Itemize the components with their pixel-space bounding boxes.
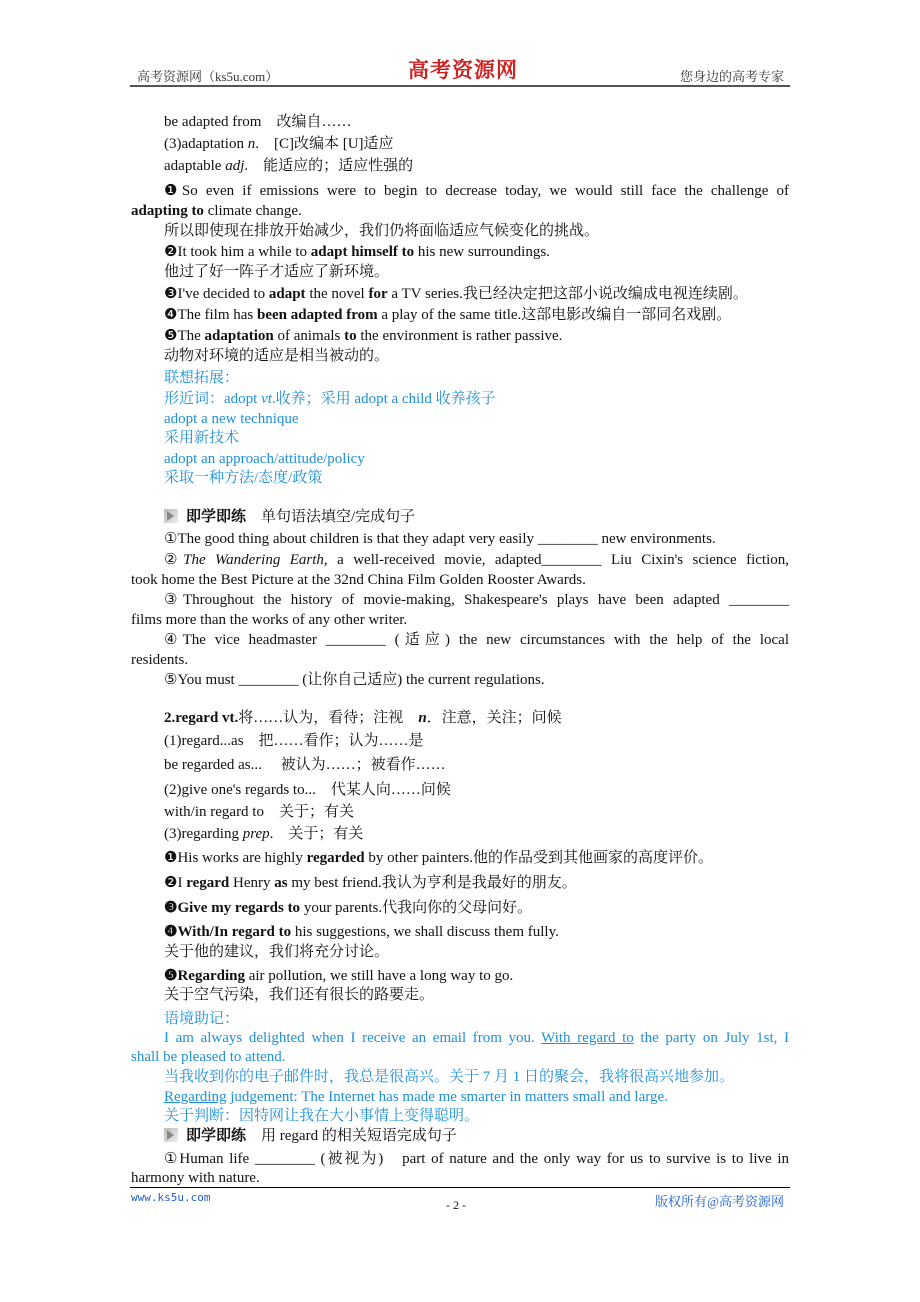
text-segment: 他过了好一阵子才适应了新环境。: [164, 264, 390, 280]
text-line: [131, 966, 789, 986]
text-segment: I am always delighted when I receive an email from you.: [164, 1030, 542, 1046]
text-line: [131, 1047, 789, 1067]
text-segment: 采取一种方法/态度/政策: [164, 470, 323, 486]
text-line: [131, 802, 789, 822]
text-segment: The Wandering Earth,: [183, 552, 328, 568]
text-segment: adopt an approach/attitude/policy: [164, 451, 365, 467]
text-line: [131, 630, 789, 650]
text-segment: my best friend.我认为亨利是我最好的朋友。: [287, 875, 577, 891]
text-line: [131, 873, 789, 893]
text-segment: n: [418, 710, 427, 726]
text-segment: residents.: [131, 652, 189, 668]
text-line: [131, 468, 789, 488]
text-line: [131, 1067, 789, 1087]
text-segment: (2)give one's regards to... 代某人向……问候: [164, 782, 451, 798]
text-segment: 将……认为，看待；注视: [238, 710, 419, 726]
text-line: [131, 529, 789, 549]
text-line: [131, 1106, 789, 1126]
text-segment: ②: [164, 552, 184, 568]
header-site-name: 高考资源网（ks5u.com）: [137, 69, 279, 84]
text-segment: a well-received movie, adapted________ Liu Cixin's science fiction,: [327, 552, 790, 568]
text-segment: his suggestions, we shall discuss them fully.: [291, 924, 559, 940]
text-segment: a TV series.我已经决定把这部小说改编成电视连续剧。: [387, 286, 748, 302]
text-line: [131, 824, 789, 844]
text-segment: . 能适应的；适应性强的: [244, 158, 414, 174]
text-line: [131, 284, 789, 304]
text-segment: adopt a new technique: [164, 411, 299, 427]
site-logo: 高考资源网: [408, 57, 518, 82]
text-line: [131, 590, 789, 610]
text-line: [131, 409, 789, 429]
text-line: [131, 368, 789, 388]
text-line: [131, 346, 789, 366]
header-slogan: 您身边的高考专家: [679, 69, 784, 84]
text-segment: adapt himself to: [310, 244, 415, 260]
text-segment: . [C]改编本 [U]适应: [255, 136, 394, 152]
text-segment: 语境助记：: [164, 1011, 240, 1027]
text-segment: your parents.代我向你的父母问好。: [300, 900, 533, 916]
text-segment: 采用新技术: [164, 430, 240, 446]
text-line: [131, 610, 789, 630]
text-segment: adaptable: [164, 158, 226, 174]
text-segment: ⑤You must ________ (让你自己适应) the current regulations.: [164, 672, 545, 688]
text-segment: been adapted from: [257, 307, 378, 323]
text-segment: adapt: [268, 286, 306, 302]
text-segment: 联想拓展：: [164, 370, 240, 386]
text-segment: ❷It took him a while to: [164, 244, 311, 260]
text-segment: ❶His works are highly: [164, 850, 307, 866]
text-segment: ❺Regarding: [164, 968, 245, 984]
text-segment: 关于空气污染，我们还有很长的路要走。: [164, 987, 435, 1003]
text-line: [131, 708, 789, 728]
text-line: [131, 242, 789, 262]
text-line: [131, 1168, 789, 1188]
text-line: [131, 507, 789, 527]
text-segment: .收养；采用 adopt a child 收养孩子: [271, 391, 496, 407]
text-line: [131, 326, 789, 346]
text-segment: for: [368, 286, 388, 302]
text-segment: 单句语法填空/完成句子: [261, 509, 416, 525]
text-line: [131, 985, 789, 1005]
text-line: [131, 755, 789, 775]
footer-copyright: 版权所有@高考资源网: [655, 1194, 784, 1209]
text-line: [131, 1028, 789, 1048]
text-segment: adapting to: [131, 203, 204, 219]
text-line: [131, 1149, 789, 1169]
text-segment: a play of the same title.这部电影改编自一部同名戏剧。: [377, 307, 732, 323]
text-segment: his new surroundings.: [414, 244, 550, 260]
text-line: [131, 670, 789, 690]
text-line: [131, 922, 789, 942]
text-segment: 即学即练: [186, 509, 262, 525]
text-segment: Regarding: [164, 1089, 227, 1105]
text-line: [131, 201, 789, 221]
text-segment: to: [344, 328, 357, 344]
text-segment: ❹The film has: [164, 307, 258, 323]
text-segment: 形近词：adopt: [164, 391, 262, 407]
text-segment: (3)regarding: [164, 826, 243, 842]
text-segment: vt: [261, 391, 272, 407]
text-segment: the environment is rather passive.: [356, 328, 563, 344]
text-line: [131, 389, 789, 409]
text-segment: ❸Give my regards to: [164, 900, 301, 916]
footer-rule: [130, 1187, 790, 1188]
text-segment: ❸I've decided to: [164, 286, 269, 302]
text-line: [131, 112, 789, 132]
text-segment: ．注意，关注；问候: [426, 710, 562, 726]
text-segment: films more than the works of any other writer.: [131, 612, 408, 628]
text-segment: be adapted from 改编自……: [164, 114, 352, 130]
text-line: [131, 650, 789, 670]
text-line: [131, 262, 789, 282]
text-segment: ④The vice headmaster ________ (适应) the new circumstances with the help of the local: [164, 632, 789, 648]
text-line: [131, 942, 789, 962]
text-line: [131, 731, 789, 751]
section-arrow-icon: [164, 1128, 178, 1142]
text-segment: regarded: [306, 850, 365, 866]
text-line: [131, 570, 789, 590]
text-segment: of animals: [273, 328, 345, 344]
text-segment: 2.regard vt.: [164, 710, 239, 726]
text-segment: ①Human life ________ (被视为) part of nature and the only way for us to survive is to live in: [164, 1151, 789, 1167]
text-line: [131, 156, 789, 176]
text-segment: ③Throughout the history of movie-making, Shakespeare's plays have been adapted ________: [164, 592, 789, 608]
text-segment: by other painters.他的作品受到其他画家的高度评价。: [364, 850, 713, 866]
text-segment: Henry: [229, 875, 275, 891]
text-segment: ①The good thing about children is that they adapt very easily ________ new environments.: [164, 531, 716, 547]
text-segment: adj: [225, 158, 245, 174]
text-segment: n: [247, 136, 256, 152]
text-line: [131, 780, 789, 800]
text-segment: 所以即使现在排放开始减少，我们仍将面临适应气候变化的挑战。: [164, 223, 600, 239]
text-segment: ❺The: [164, 328, 205, 344]
text-line: [131, 898, 789, 918]
text-line: [131, 428, 789, 448]
text-line: [131, 1087, 789, 1107]
text-segment: 关于判断：因特网让我在大小事情上变得聪明。: [164, 1108, 480, 1124]
text-line: [131, 848, 789, 868]
text-segment: the party on July 1st, I: [633, 1030, 789, 1046]
text-line: [131, 221, 789, 241]
text-segment: the novel: [305, 286, 369, 302]
text-line: [131, 449, 789, 469]
text-segment: (1)regard...as 把……看作；认为……是: [164, 733, 424, 749]
text-segment: ❹With/In regard to: [164, 924, 292, 940]
page-number: - 2 -: [446, 1198, 466, 1212]
text-segment: air pollution, we still have a long way to go.: [244, 968, 514, 984]
text-segment: prep: [242, 826, 270, 842]
text-segment: judgement: The Internet has made me smarter in matters small and large.: [226, 1089, 668, 1105]
text-segment: be regarded as... 被认为……；被看作……: [164, 757, 446, 773]
text-line: [131, 134, 789, 154]
text-segment: (3)adaptation: [164, 136, 248, 152]
text-segment: harmony with nature.: [131, 1170, 260, 1186]
text-segment: 用 regard 的相关短语完成句子: [261, 1128, 457, 1144]
text-line: [131, 550, 789, 570]
text-segment: 即学即练: [186, 1128, 262, 1144]
text-segment: With regard to: [541, 1030, 634, 1046]
text-segment: as: [274, 875, 288, 891]
text-segment: . 关于；有关: [269, 826, 364, 842]
text-segment: ❷I: [164, 875, 187, 891]
section-arrow-icon: [164, 509, 178, 523]
text-segment: took home the Best Picture at the 32nd China Film Golden Rooster Awards.: [131, 572, 586, 588]
text-segment: climate change.: [203, 203, 302, 219]
header-rule: [130, 85, 790, 87]
text-segment: 关于他的建议，我们将充分讨论。: [164, 944, 390, 960]
text-line: [131, 181, 789, 201]
text-line: [131, 1126, 789, 1146]
text-segment: shall be pleased to attend.: [131, 1049, 286, 1065]
text-line: [131, 305, 789, 325]
text-line: [131, 1009, 789, 1029]
text-segment: regard: [186, 875, 230, 891]
text-segment: 当我收到你的电子邮件时，我总是很高兴。关于 7 月 1 日的聚会，我将很高兴地参加。: [164, 1069, 735, 1085]
text-segment: adaptation: [204, 328, 274, 344]
text-segment: with/in regard to 关于；有关: [164, 804, 354, 820]
text-segment: 动物对环境的适应是相当被动的。: [164, 348, 390, 364]
text-segment: ❶So even if emissions were to begin to decrease today, we would still face the challenge of: [164, 183, 789, 199]
footer-link[interactable]: www.ks5u.com: [131, 1191, 211, 1204]
